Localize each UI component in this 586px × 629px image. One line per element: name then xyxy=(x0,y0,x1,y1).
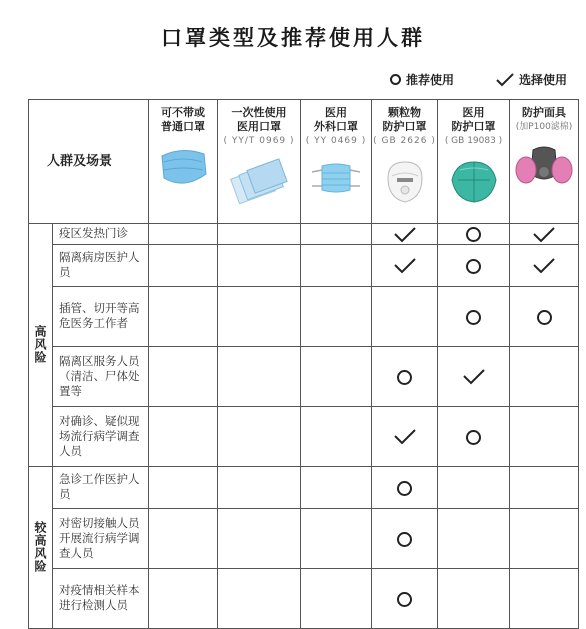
circle-icon xyxy=(397,370,412,385)
table-row xyxy=(29,508,579,568)
circle-icon xyxy=(466,259,481,274)
group-header: 人群及场景 xyxy=(29,100,149,224)
circle-icon xyxy=(466,310,481,325)
scene-cell: 对确诊、疑似现场流行病学调查人员 xyxy=(53,406,149,466)
scene-cell: 插管、切开等高危医务工作者 xyxy=(53,286,149,346)
legend-optional-label: 选择使用 xyxy=(519,73,568,87)
mark-cell xyxy=(301,286,372,346)
gas-mask-icon xyxy=(515,144,573,188)
mark-cell xyxy=(301,568,372,628)
category-high-risk: 高风险 xyxy=(29,224,53,467)
mark-cell xyxy=(510,346,579,406)
mark-cell xyxy=(372,224,438,245)
column-header-gas-mask: 防护面具 (加P100滤棉) xyxy=(510,100,579,224)
table-row xyxy=(29,346,579,406)
mark-cell xyxy=(218,406,301,466)
check-icon xyxy=(495,73,515,87)
mask-recommendation-table xyxy=(28,99,579,629)
mark-cell xyxy=(149,244,218,286)
mark-cell xyxy=(372,568,438,628)
check-icon xyxy=(393,226,417,244)
column-header-disposable: 一次性使用 医用口罩 ( YY/T 0969 ) xyxy=(218,100,301,224)
medical-respirator-icon xyxy=(448,158,500,206)
table-row xyxy=(29,568,579,628)
surgical-mask-icon xyxy=(308,158,364,198)
scene-cell: 疫区发热门诊 xyxy=(53,224,149,245)
check-icon xyxy=(532,257,556,275)
scene-cell: 对疫情相关样本进行检测人员 xyxy=(53,568,149,628)
circle-icon xyxy=(397,481,412,496)
mark-cell xyxy=(510,244,579,286)
mark-cell xyxy=(510,406,579,466)
disposable-mask-icon xyxy=(228,158,290,204)
scene-cell: 急诊工作医护人员 xyxy=(53,466,149,508)
mark-cell xyxy=(301,224,372,245)
mark-cell xyxy=(301,406,372,466)
mark-cell xyxy=(438,224,510,245)
column-header-particulate: 颗粒物 防护口罩 ( GB 2626 ) xyxy=(372,100,438,224)
mark-cell xyxy=(218,286,301,346)
table-row xyxy=(29,466,579,508)
table-row xyxy=(29,224,579,245)
mark-cell xyxy=(218,224,301,245)
mark-cell xyxy=(438,406,510,466)
mark-cell xyxy=(372,346,438,406)
mark-cell xyxy=(149,286,218,346)
circle-icon xyxy=(397,532,412,547)
scene-cell: 对密切接触人员开展流行病学调查人员 xyxy=(53,508,149,568)
cloth-mask-icon xyxy=(154,144,212,192)
mark-cell xyxy=(510,466,579,508)
page-title: 口罩类型及推荐使用人群 xyxy=(161,26,425,50)
mark-cell xyxy=(438,346,510,406)
mark-cell xyxy=(510,508,579,568)
scene-cell: 隔离区服务人员（清洁、尸体处置等 xyxy=(53,346,149,406)
mark-cell xyxy=(218,244,301,286)
mark-cell xyxy=(149,466,218,508)
category-higher-risk: 较高风险 xyxy=(29,466,53,628)
check-icon xyxy=(532,226,556,244)
table-row xyxy=(29,244,579,286)
header-row xyxy=(29,100,579,224)
legend-recommend xyxy=(390,71,454,88)
mark-cell xyxy=(438,508,510,568)
mark-cell xyxy=(301,346,372,406)
column-header-surgical: 医用 外科口罩 ( YY 0469 ) xyxy=(301,100,372,224)
mark-cell xyxy=(438,286,510,346)
mark-cell xyxy=(438,568,510,628)
column-header-cloth: 可不带或 普通口罩 xyxy=(149,100,218,224)
mark-cell xyxy=(372,406,438,466)
check-icon xyxy=(393,428,417,446)
mark-cell xyxy=(301,466,372,508)
circle-icon xyxy=(397,592,412,607)
mark-cell xyxy=(510,568,579,628)
table-row xyxy=(29,406,579,466)
column-header-medical-respirator: 医用 防护口罩 ( GB 19083 ) xyxy=(438,100,510,224)
check-icon xyxy=(393,257,417,275)
mark-cell xyxy=(510,286,579,346)
mark-cell xyxy=(149,568,218,628)
mark-cell xyxy=(218,346,301,406)
particulate-respirator-icon xyxy=(382,158,428,206)
mark-cell xyxy=(218,466,301,508)
circle-icon xyxy=(537,310,552,325)
circle-icon xyxy=(466,430,481,445)
mark-cell xyxy=(218,508,301,568)
mark-cell xyxy=(372,286,438,346)
mark-cell xyxy=(372,244,438,286)
mark-cell xyxy=(438,466,510,508)
mark-cell xyxy=(149,224,218,245)
mark-cell xyxy=(149,406,218,466)
mark-cell xyxy=(301,508,372,568)
mark-cell xyxy=(438,244,510,286)
circle-icon xyxy=(466,227,481,242)
mark-cell xyxy=(372,508,438,568)
scene-cell: 隔离病房医护人员 xyxy=(53,244,149,286)
table-row xyxy=(29,286,579,346)
mark-cell xyxy=(149,508,218,568)
mark-cell xyxy=(149,346,218,406)
circle-icon xyxy=(390,74,401,85)
check-icon xyxy=(462,368,486,386)
mark-cell xyxy=(218,568,301,628)
legend-recommend-label: 推荐使用 xyxy=(406,73,455,87)
mark-cell xyxy=(510,224,579,245)
legend-optional xyxy=(495,71,567,88)
mark-cell xyxy=(301,244,372,286)
mark-cell xyxy=(372,466,438,508)
